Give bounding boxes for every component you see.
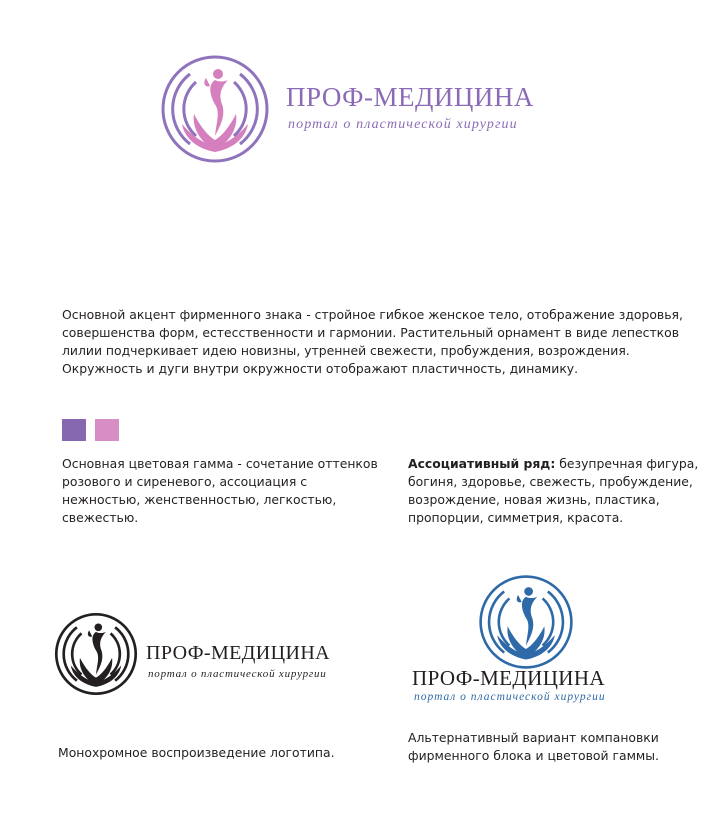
mono-logo-name: ПРОФ-МЕДИЦИНА (146, 642, 331, 664)
description-line: лилии подчеркивает идею новизны, утренней свежести, пробуждения, возрождения. (62, 343, 630, 358)
alt-logo (408, 574, 668, 706)
mono-logo-tagline: портал о пластической хирургии (148, 668, 327, 680)
description-line: Основной акцент фирменного знака - стройное гибкое женское тело, отображение здоровья, (62, 307, 683, 322)
color-line: свежестью. (62, 510, 139, 525)
mono-caption: Монохромное воспроизведение логотипа. (58, 745, 335, 760)
associative-text (408, 455, 708, 527)
color-line: нежностью, женственностью, легкостью, (62, 492, 337, 507)
associative-first-line (408, 455, 708, 473)
color-line: розового и сиреневого, ассоциация с (62, 474, 308, 489)
alt-caption-line: фирменного блока и цветовой гаммы. (408, 748, 659, 763)
mono-logo-emblem (54, 612, 138, 696)
alt-caption-line: Альтернативный вариант компановки (408, 730, 659, 745)
alt-logo-emblem (478, 574, 574, 670)
alt-logo-tagline: портал о пластической хирургии (414, 691, 606, 703)
swatch-violet (62, 419, 86, 441)
main-logo-tagline: портал о пластической хирургии (288, 117, 518, 132)
swatch-pink (95, 419, 119, 441)
alt-caption (408, 729, 708, 765)
alt-logo-name: ПРОФ-МЕДИЦИНА (412, 666, 605, 690)
description-line: совершенства форм, естесственности и гармонии. Растительный орнамент в виде лепестков (62, 325, 680, 340)
color-line: Основная цветовая гамма - сочетание оттенков (62, 456, 378, 471)
associative-label: Ассоциативный ряд: (408, 456, 556, 471)
associative-line: пропорции, симметрия, красота. (408, 510, 624, 525)
associative-line: богиня, здоровье, свежесть, пробуждение, (408, 474, 693, 489)
main-logo-name: ПРОФ-МЕДИЦИНА (286, 82, 534, 112)
main-logo-emblem (160, 54, 270, 164)
color-scheme-text (62, 455, 392, 527)
mono-logo (54, 612, 374, 696)
description-line: Окружность и дуги внутри окружности отображают пластичность, динамику. (62, 361, 579, 376)
main-logo (160, 54, 580, 164)
description-text (62, 306, 702, 378)
associative-line: возрождение, новая жизнь, пластика, (408, 492, 660, 507)
associative-first-rest: безупречная фигура, (555, 456, 699, 471)
